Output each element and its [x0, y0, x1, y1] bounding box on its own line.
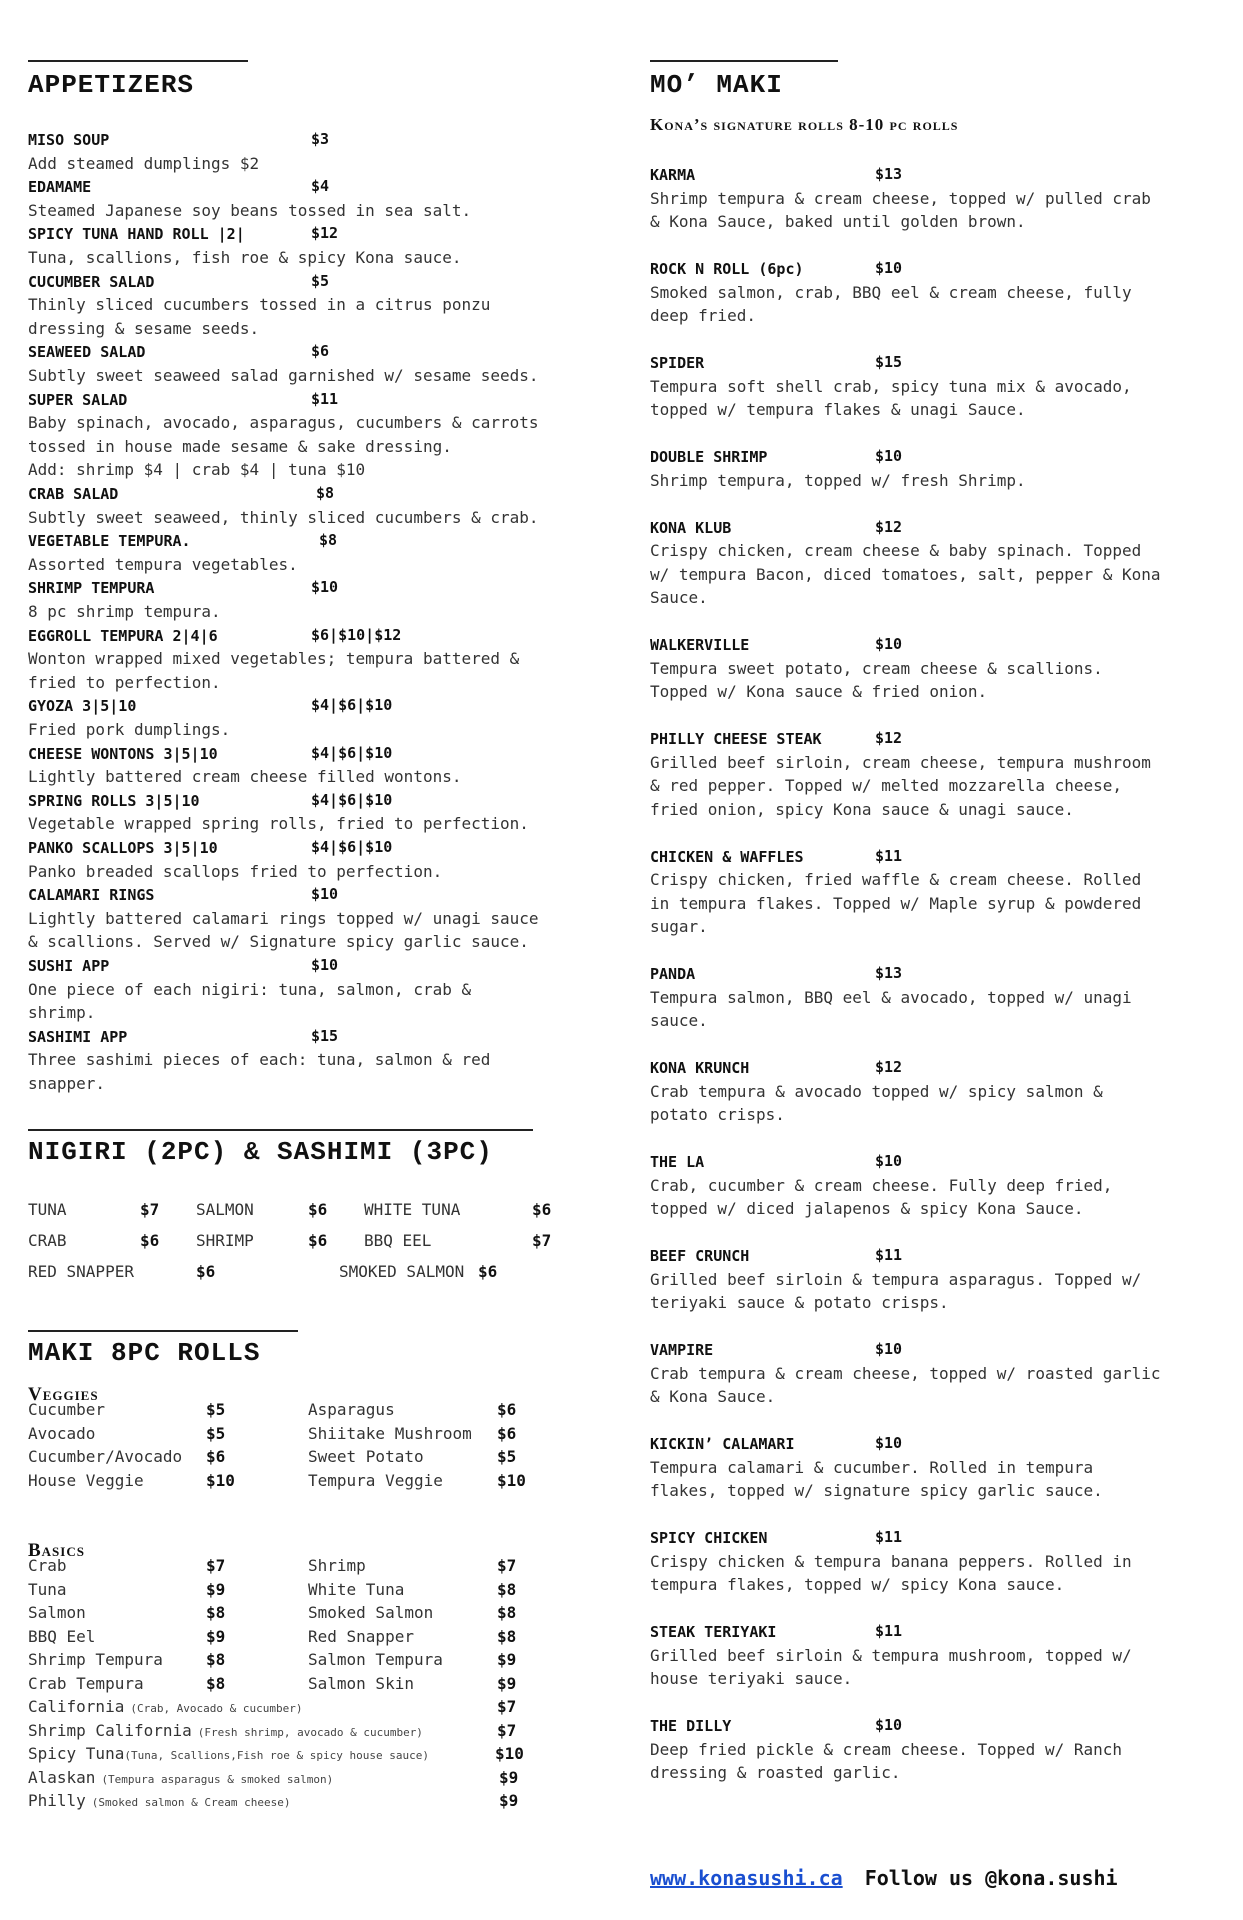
maki-price: $6 [497, 1400, 517, 1419]
item-price: $4|$6|$10 [311, 743, 393, 762]
item-description: Assorted tempura vegetables. [28, 554, 298, 574]
item-price: $11 [875, 1622, 903, 1640]
momaki-item [650, 845, 1225, 939]
item-description: Lightly battered cream cheese filled wontons. [28, 767, 462, 787]
item-description: teriyaki sauce & potato crisps. [650, 1293, 949, 1312]
appetizer-item [28, 742, 603, 789]
item-header [28, 576, 603, 600]
nigiri-name: SHRIMP [196, 1231, 254, 1250]
item-description: shrimp. [28, 1003, 96, 1022]
item-name: CALAMARI RINGS [28, 886, 155, 905]
basics-subheading: Basics [28, 1540, 85, 1561]
maki-name: Avocado [28, 1423, 96, 1443]
momaki-item [650, 1432, 1225, 1503]
item-name: PANDA [650, 965, 696, 983]
item-price: $10 [311, 956, 339, 974]
momaki-item [650, 1150, 1225, 1221]
special-name-text: Alaskan [28, 1767, 96, 1787]
item-description: Wonton wrapped mixed vegetables; tempura battered & [28, 649, 520, 669]
momaki-item [650, 445, 1225, 492]
maki-price: $8 [206, 1650, 226, 1669]
item-price: $8 [316, 484, 335, 502]
maki-price: $8 [497, 1579, 517, 1599]
item-header [650, 1244, 1225, 1268]
nigiri-name: TUNA [28, 1200, 67, 1219]
item-description: Grilled beef sirloin & tempura mushroom, topped w/ [650, 1645, 1132, 1665]
maki-price: $8 [206, 1603, 226, 1622]
item-name: SEAWEED SALAD [28, 343, 146, 362]
item-name: KARMA [650, 166, 696, 184]
appetizer-item [28, 694, 603, 741]
item-name: SUSHI APP [28, 957, 110, 975]
momaki-item [650, 1526, 1225, 1597]
footer [650, 1866, 1118, 1890]
item-name: BEEF CRUNCH [650, 1247, 750, 1265]
item-description: Add steamed dumplings $2 [28, 153, 260, 173]
appetizers-heading: APPETIZERS [28, 70, 195, 100]
item-header [28, 270, 603, 294]
item-name: EDAMAME [28, 178, 92, 197]
item-description: Shrimp tempura & cream cheese, topped w/ pulled crab [650, 188, 1151, 208]
item-description: w/ tempura Bacon, diced tomatoes, salt, pepper & Kona [650, 564, 1161, 584]
item-price: $10 [875, 1716, 903, 1734]
item-name: CUCUMBER SALAD [28, 272, 155, 291]
nigiri-price: $6 [308, 1200, 328, 1219]
maki-price: $9 [497, 1673, 517, 1693]
item-header [28, 128, 603, 152]
appetizer-item [28, 128, 603, 175]
item-price: $8 [319, 531, 338, 550]
item-header [650, 727, 1225, 751]
item-name: KONA KRUNCH [650, 1059, 750, 1077]
item-description: Three sashimi pieces of each: tuna, salmon & red [28, 1050, 491, 1070]
item-price: $10 [875, 1340, 903, 1358]
item-header [650, 445, 1225, 469]
item-price: $4|$6|$10 [311, 696, 393, 715]
item-description: house teriyaki sauce. [650, 1669, 853, 1688]
nigiri-heading: NIGIRI (2PC) & SASHIMI (3PC) [28, 1137, 493, 1167]
nigiri-price: $6 [308, 1231, 328, 1250]
item-name: KONA KLUB [650, 518, 732, 537]
item-name: VEGETABLE TEMPURA. [28, 532, 191, 551]
maki-price: $5 [206, 1400, 226, 1419]
item-name: CHICKEN & WAFFLES [650, 847, 804, 866]
item-name: VAMPIRE [650, 1341, 714, 1359]
item-price: $10 [875, 1152, 903, 1170]
item-price: $3 [311, 130, 330, 148]
item-price: $15 [875, 353, 903, 371]
item-price: $6|$10|$12 [311, 625, 402, 644]
item-description: tossed in house made sesame & sake dressing. [28, 436, 452, 456]
item-header [650, 516, 1225, 540]
item-name: KICKIN’ CALAMARI [650, 1435, 795, 1453]
item-description: Crispy chicken, cream cheese & baby spinach. Topped [650, 541, 1142, 560]
item-price: $10 [875, 1434, 903, 1452]
maki-price: $7 [497, 1556, 517, 1575]
maki-name: Crab [28, 1556, 67, 1575]
item-description: Vegetable wrapped spring rolls, fried to perfection. [28, 814, 529, 834]
nigiri-price: $7 [532, 1231, 552, 1250]
item-description: dressing & roasted garlic. [650, 1763, 901, 1782]
item-name: SHRIMP TEMPURA [28, 579, 155, 598]
special-roll-price: $7 [497, 1720, 517, 1740]
item-description: fried to perfection. [28, 672, 221, 692]
special-name-text: California [28, 1697, 125, 1716]
nigiri-name: SALMON [196, 1200, 254, 1219]
special-roll-name [28, 1768, 333, 1787]
item-header [650, 1526, 1225, 1550]
item-description: Add: shrimp $4 | crab $4 | tuna $10 [28, 460, 366, 480]
special-name-text: Philly [28, 1791, 86, 1810]
item-description: tempura flakes, topped w/ spicy Kona sauce. [650, 1575, 1065, 1594]
item-price: $10 [875, 635, 903, 653]
item-description: Crispy chicken & tempura banana peppers. Rolled in [650, 1551, 1132, 1571]
nigiri-rule [28, 1129, 533, 1131]
maki-price: $7 [206, 1556, 226, 1575]
appetizer-item [28, 270, 603, 341]
item-description: Crispy chicken, fried waffle & cream cheese. Rolled [650, 870, 1142, 889]
item-header [650, 1150, 1225, 1174]
maki-name: House Veggie [28, 1470, 144, 1490]
nigiri-name: WHITE TUNA [364, 1200, 461, 1219]
maki-name: White Tuna [308, 1579, 405, 1599]
item-description: Smoked salmon, crab, BBQ eel & cream cheese, fully [650, 282, 1132, 302]
item-header [28, 954, 603, 978]
appetizers-rule [28, 60, 248, 62]
special-name-text: Spicy Tuna [28, 1744, 125, 1763]
item-description: Tempura sweet potato, cream cheese & scallions. [650, 658, 1103, 678]
item-header [650, 845, 1225, 869]
maki-price: $10 [206, 1470, 235, 1490]
maki-name: Shiitake Mushroom [308, 1423, 472, 1443]
maki-heading: MAKI 8PC ROLLS [28, 1338, 261, 1368]
item-name: PHILLY CHEESE STEAK [650, 730, 822, 748]
item-price: $10 [311, 578, 339, 597]
momaki-heading: MO’ MAKI [650, 70, 783, 100]
item-header [650, 257, 1225, 281]
maki-name: Tuna [28, 1579, 67, 1599]
maki-name: Sweet Potato [308, 1447, 424, 1466]
item-description: Tempura salmon, BBQ eel & avocado, topped w/ unagi [650, 987, 1132, 1007]
item-description: Crab tempura & cream cheese, topped w/ roasted garlic [650, 1363, 1161, 1383]
momaki-item [650, 351, 1225, 422]
special-roll-name [28, 1791, 290, 1810]
item-description: potato crisps. [650, 1105, 785, 1124]
item-price: $11 [875, 1528, 903, 1546]
momaki-subtitle: Kona’s signature rolls 8-10 pc rolls [650, 115, 959, 134]
item-header [28, 742, 603, 766]
item-name: SPICY TUNA HAND ROLL |2| [28, 225, 245, 244]
momaki-item [650, 1056, 1225, 1127]
momaki-item [650, 1244, 1225, 1315]
maki-price: $8 [497, 1626, 517, 1646]
item-price: $10 [875, 259, 903, 277]
maki-rule [28, 1330, 298, 1332]
website-link[interactable]: www.konasushi.ca [650, 1866, 843, 1890]
nigiri-name: BBQ EEL [364, 1231, 432, 1250]
special-note: (Tempura asparagus & smoked salmon) [101, 1772, 334, 1786]
veggies-subheading: Veggies [28, 1384, 99, 1405]
special-roll-price: $9 [499, 1791, 519, 1810]
momaki-item [650, 257, 1225, 328]
maki-price: $8 [206, 1673, 226, 1693]
item-header [650, 1620, 1225, 1644]
item-name: ROCK N ROLL (6pc) [650, 260, 804, 278]
item-name: CRAB SALAD [28, 485, 119, 503]
item-description: One piece of each nigiri: tuna, salmon, crab & [28, 979, 472, 999]
item-price: $12 [875, 517, 903, 536]
special-roll-price: $7 [497, 1697, 517, 1716]
item-description: Topped w/ Kona sauce & fried onion. [650, 682, 988, 701]
maki-name: Salmon [28, 1603, 86, 1622]
item-description: & scallions. Served w/ Signature spicy garlic sauce. [28, 932, 529, 952]
item-price: $10 [875, 447, 903, 465]
item-description: 8 pc shrimp tempura. [28, 601, 221, 621]
item-description: Panko breaded scallops fried to perfection. [28, 861, 443, 881]
nigiri-price: $7 [140, 1200, 160, 1219]
special-roll-name [28, 1721, 423, 1740]
maki-name: Salmon Tempura [308, 1650, 443, 1669]
maki-name: Shrimp [308, 1556, 366, 1575]
item-price: $11 [875, 1246, 903, 1264]
item-price: $11 [875, 846, 903, 865]
item-description: Tempura calamari & cucumber. Rolled in tempura [650, 1457, 1094, 1477]
item-name: THE DILLY [650, 1717, 732, 1735]
item-description: Lightly battered calamari rings topped w/ unagi sauce [28, 908, 539, 928]
item-header [28, 883, 603, 907]
momaki-item [650, 1620, 1225, 1691]
appetizer-item [28, 954, 603, 1025]
item-price: $12 [875, 729, 903, 747]
appetizer-item [28, 624, 603, 695]
item-price: $15 [311, 1026, 339, 1045]
item-header [28, 529, 603, 553]
special-note: (Smoked salmon & Cream cheese) [91, 1796, 291, 1809]
item-header [28, 340, 603, 364]
maki-price: $5 [497, 1447, 517, 1466]
item-description: Thinly sliced cucumbers tossed in a citrus ponzu [28, 295, 491, 315]
maki-name: Shrimp Tempura [28, 1650, 163, 1669]
item-description: flakes, topped w/ signature spicy garlic sauce. [650, 1481, 1103, 1500]
item-header [650, 1432, 1225, 1456]
item-description: deep fried. [650, 306, 756, 325]
item-description: Tempura soft shell crab, spicy tuna mix & avocado, [650, 376, 1132, 396]
item-name: WALKERVILLE [650, 636, 750, 654]
item-price: $13 [875, 165, 903, 183]
item-description: fried onion, spicy Kona sauce & unagi sauce. [650, 799, 1074, 819]
item-name: THE LA [650, 1153, 705, 1171]
item-description: in tempura flakes. Topped w/ Maple syrup & powdered [650, 893, 1142, 913]
item-header [650, 633, 1225, 657]
item-description: Deep fried pickle & cream cheese. Topped w/ Ranch [650, 1739, 1123, 1759]
item-header [650, 163, 1225, 187]
item-name: MISO SOUP [28, 131, 110, 149]
item-description: topped w/ diced jalapenos & spicy Kona Sauce. [650, 1199, 1084, 1218]
item-description: Sauce. [650, 588, 708, 607]
appetizer-item [28, 836, 603, 883]
special-roll-price: $9 [499, 1767, 519, 1787]
maki-name: Crab Tempura [28, 1673, 144, 1693]
item-price: $6 [311, 342, 330, 361]
appetizer-item [28, 340, 603, 387]
item-header [650, 1338, 1225, 1362]
appetizer-item [28, 1025, 603, 1096]
item-description: Grilled beef sirloin, cream cheese, tempura mushroom [650, 752, 1151, 772]
item-description: Grilled beef sirloin & tempura asparagus. Topped w/ [650, 1269, 1142, 1289]
item-name: CHEESE WONTONS 3|5|10 [28, 744, 218, 763]
special-roll-name [28, 1744, 429, 1763]
item-description: sauce. [650, 1011, 708, 1030]
item-price: $4|$6|$10 [311, 838, 393, 856]
maki-name: Asparagus [308, 1400, 395, 1419]
appetizer-item [28, 388, 603, 482]
momaki-item [650, 516, 1225, 610]
nigiri-name: SMOKED SALMON [339, 1262, 465, 1281]
maki-price: $5 [206, 1423, 226, 1443]
nigiri-name: RED SNAPPER [28, 1262, 134, 1281]
nigiri-price: $6 [478, 1262, 498, 1281]
item-name: EGGROLL TEMPURA 2|4|6 [28, 626, 218, 645]
maki-name: Red Snapper [308, 1626, 414, 1646]
item-header [28, 624, 603, 648]
item-description: & Kona Sauce. [650, 1387, 776, 1406]
item-description: Subtly sweet seaweed salad garnished w/ sesame seeds. [28, 365, 539, 385]
special-roll-price: $10 [495, 1744, 524, 1763]
item-price: $4|$6|$10 [311, 790, 393, 809]
special-note: (Fresh shrimp, avocado & cucumber) [197, 1725, 423, 1739]
special-note: (Tuna, Scallions,Fish roe & spicy house sauce) [124, 1749, 429, 1762]
item-header [650, 1714, 1225, 1738]
item-header [650, 351, 1225, 375]
item-description: & red pepper. Topped w/ melted mozzarella cheese, [650, 776, 1123, 795]
momaki-item [650, 633, 1225, 704]
maki-name: Cucumber [28, 1400, 106, 1419]
maki-price: $9 [497, 1650, 517, 1669]
item-header [28, 836, 603, 860]
maki-name: BBQ Eel [28, 1626, 96, 1646]
special-note: (Crab, Avocado & cucumber) [130, 1702, 303, 1715]
nigiri-price: $6 [140, 1231, 160, 1250]
momaki-item [650, 962, 1225, 1033]
appetizer-item [28, 789, 603, 836]
item-description: dressing & sesame seeds. [28, 318, 260, 338]
nigiri-name: CRAB [28, 1231, 67, 1250]
item-name: SUPER SALAD [28, 390, 128, 409]
item-price: $12 [311, 224, 339, 243]
maki-price: $10 [497, 1470, 526, 1490]
item-price: $11 [311, 389, 339, 408]
item-description: Crab tempura & avocado topped w/ spicy salmon & [650, 1081, 1103, 1101]
special-roll-name [28, 1697, 303, 1716]
item-header [28, 222, 603, 246]
appetizer-item [28, 222, 603, 269]
item-description: & Kona Sauce, baked until golden brown. [650, 212, 1026, 231]
item-name: PANKO SCALLOPS 3|5|10 [28, 839, 218, 857]
item-header [28, 789, 603, 813]
item-name: SASHIMI APP [28, 1027, 128, 1046]
item-name: SPICY CHICKEN [650, 1529, 768, 1547]
maki-name: Smoked Salmon [308, 1603, 434, 1622]
item-name: DOUBLE SHRIMP [650, 448, 768, 466]
item-description: Baby spinach, avocado, asparagus, cucumbers & carrots [28, 413, 539, 433]
item-header [28, 388, 603, 412]
item-description: Crab, cucumber & cream cheese. Fully deep fried, [650, 1175, 1113, 1195]
item-description: sugar. [650, 917, 708, 936]
item-header [28, 482, 603, 506]
appetizer-item [28, 482, 603, 529]
appetizer-item [28, 576, 603, 623]
maki-price: $8 [497, 1603, 517, 1622]
item-description: Steamed Japanese soy beans tossed in sea salt. [28, 200, 472, 220]
maki-name: Tempura Veggie [308, 1470, 443, 1490]
item-name: SPRING ROLLS 3|5|10 [28, 791, 200, 810]
item-header [28, 175, 603, 199]
nigiri-price: $6 [532, 1200, 552, 1219]
social-handle: Follow us @kona.sushi [864, 1866, 1118, 1890]
item-description: topped w/ tempura flakes & unagi Sauce. [650, 400, 1026, 419]
item-price: $13 [875, 964, 903, 982]
appetizer-item [28, 529, 603, 576]
momaki-rule [650, 60, 838, 62]
item-price: $12 [875, 1058, 903, 1076]
nigiri-price: $6 [196, 1262, 216, 1281]
maki-name: Salmon Skin [308, 1673, 414, 1693]
item-description: Subtly sweet seaweed, thinly sliced cucumbers & crab. [28, 507, 539, 527]
item-description: Tuna, scallions, fish roe & spicy Kona sauce. [28, 247, 462, 267]
momaki-item [650, 1714, 1225, 1785]
item-name: GYOZA 3|5|10 [28, 697, 137, 716]
momaki-item [650, 727, 1225, 821]
special-name-text: Shrimp California [28, 1720, 192, 1740]
maki-price: $9 [206, 1626, 226, 1646]
item-description: Fried pork dumplings. [28, 719, 231, 739]
item-header [650, 1056, 1225, 1080]
maki-price: $6 [206, 1447, 226, 1466]
item-price: $5 [311, 271, 330, 290]
maki-price: $6 [497, 1423, 517, 1443]
item-header [28, 694, 603, 718]
item-description: snapper. [28, 1073, 106, 1093]
item-name: STEAK TERIYAKI [650, 1623, 777, 1641]
item-price: $4 [311, 177, 330, 196]
maki-name: Cucumber/Avocado [28, 1447, 183, 1466]
item-header [28, 1025, 603, 1049]
momaki-item [650, 1338, 1225, 1409]
item-header [650, 962, 1225, 986]
item-description: Shrimp tempura, topped w/ fresh Shrimp. [650, 470, 1026, 490]
maki-price: $9 [206, 1579, 226, 1599]
momaki-item [650, 163, 1225, 234]
appetizer-item [28, 175, 603, 222]
appetizer-item [28, 883, 603, 954]
item-name: SPIDER [650, 354, 705, 372]
item-price: $10 [311, 885, 339, 904]
